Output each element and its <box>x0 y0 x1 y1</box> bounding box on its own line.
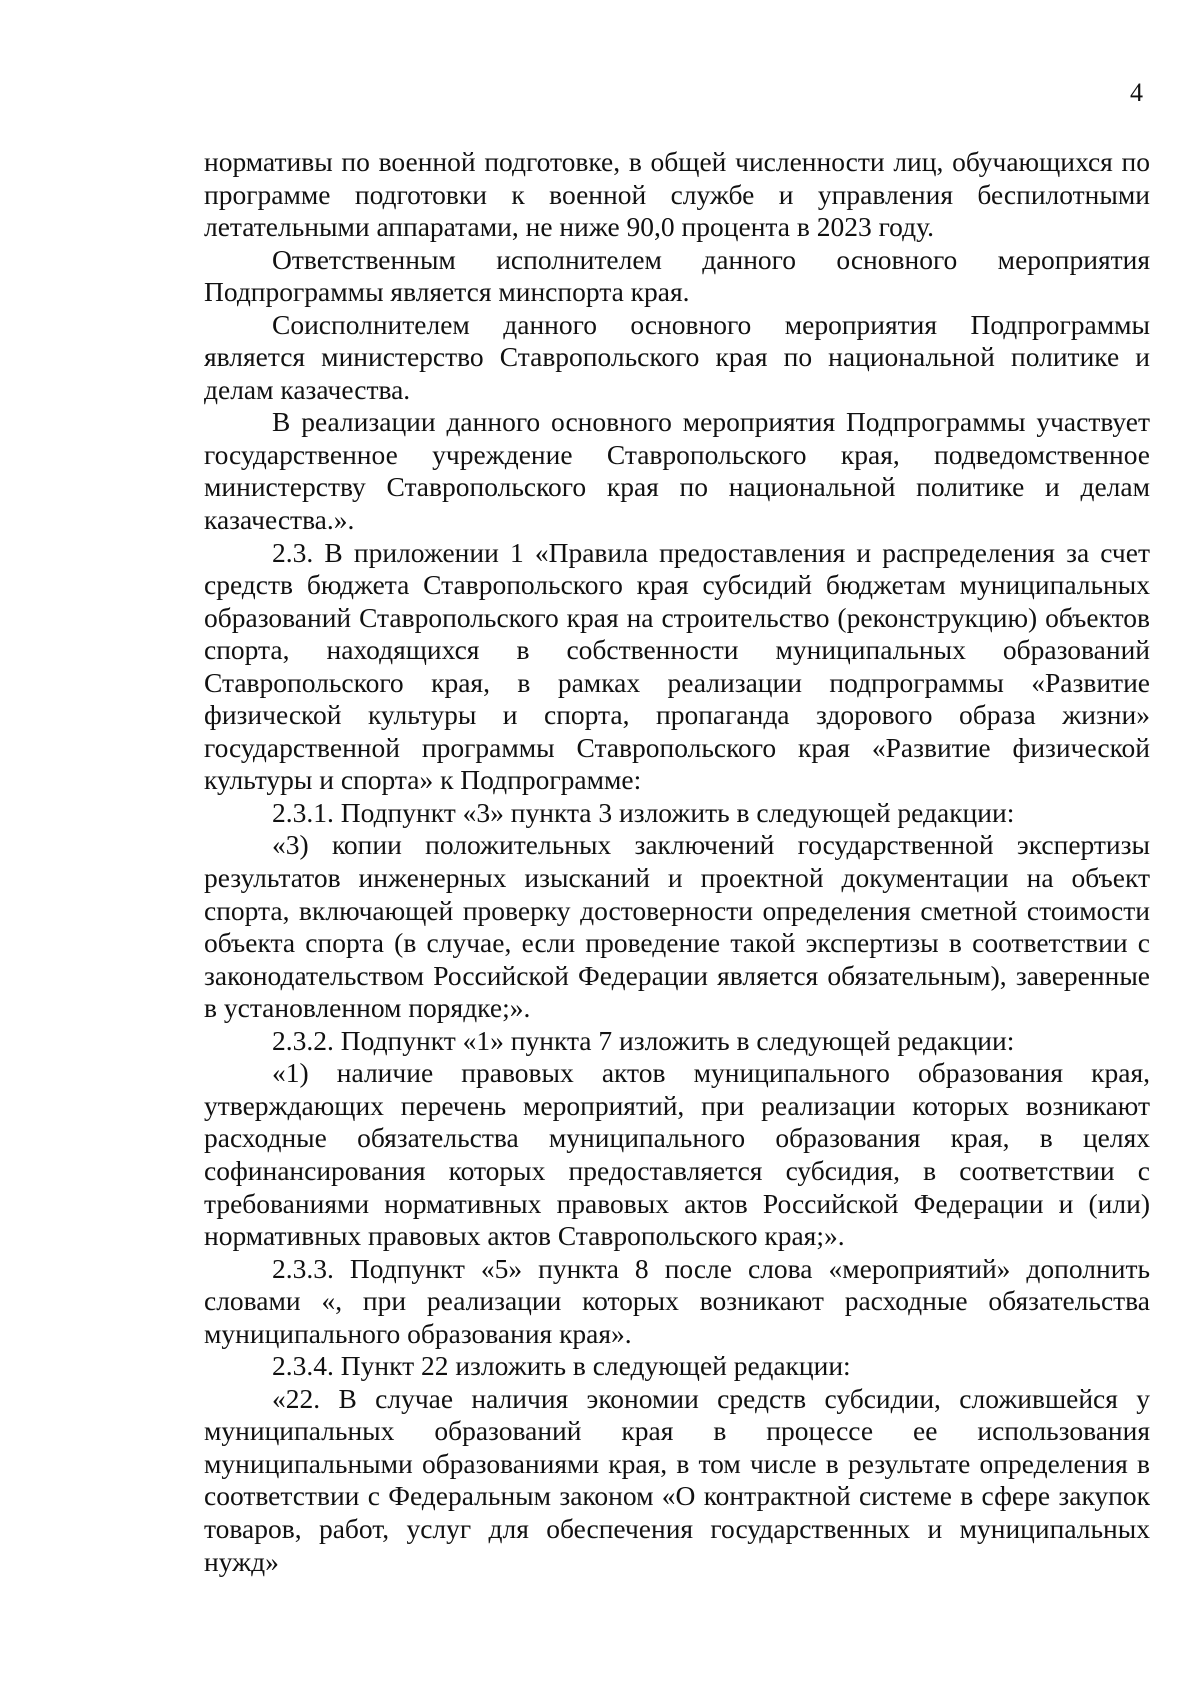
paragraph-co-executor: Соисполнителем данного основного мероприятия Подпрограммы является министерство Ставропольского края по национальной политике и делам казачества. <box>204 308 1150 405</box>
paragraph-subitem-3: «3) копии положительных заключений государственной экспертизы результатов инженерных изысканий и проектной документации на объект спорта, включающей проверку достоверности определения сметной стоимости объекта спорта (в случае, если проведение такой экспертизы в соответствии с законодательством Российской Федерации является обязательным), заверенные в установленном порядке;». <box>204 829 1150 1024</box>
paragraph-item-2-3-2: 2.3.2. Подпункт «1» пункта 7 изложить в следующей редакции: <box>272 1024 1015 1056</box>
page-number: 4 <box>1130 78 1143 107</box>
paragraph-responsible-executor: Ответственным исполнителем данного основного мероприятия Подпрограммы является минспорта края. <box>204 243 1150 308</box>
paragraph-item-22: «22. В случае наличия экономии средств субсидии, сложившейся у муниципальных образований края в процессе ее использования муниципальными образованиями края, в том числе в результате определения в соответствии с Федеральным законом «О контрактной системе в сфере закупок товаров, работ, услуг для обеспечения государственных и муниципальных нужд» <box>204 1382 1150 1577</box>
paragraph-item-2-3-1: 2.3.1. Подпункт «3» пункта 3 изложить в следующей редакции: <box>272 796 1015 828</box>
paragraph-subitem-1: «1) наличие правовых актов муниципального образования края, утверждающих перечень мероприятий, при реализации которых возникают расходные обязательства муниципального образования края, в целях софинансирования которых предоставляется субсидия, в соответствии с требованиями нормативных правовых актов Российской Федерации и (или) нормативных правовых актов Ставропольского края;». <box>204 1057 1150 1252</box>
paragraph-item-2-3-4: 2.3.4. Пункт 22 изложить в следующей редакции: <box>272 1350 851 1382</box>
paragraph-participant: В реализации данного основного мероприятия Подпрограммы участвует государственное учреждение Ставропольского края, подведомственное министерству Ставропольского края по национальной политике и делам казачества.». <box>204 406 1150 536</box>
paragraph-item-2-3-3: 2.3.3. Подпункт «5» пункта 8 после слова «мероприятий» дополнить словами «, при реализации которых возникают расходные обязательства муниципального образования края». <box>204 1252 1150 1349</box>
paragraph-item-2-3: 2.3. В приложении 1 «Правила предоставления и распределения за счет средств бюджета Ставропольского края субсидий бюджетам муниципальных образований Ставропольского края на строительство (реконструкцию) объектов спорта, находящихся в собственности муниципальных образований Ставропольского края, в рамках реализации подпрограммы «Развитие физической культуры и спорта, пропаганда здорового образа жизни» государственной программы Ставропольского края «Развитие физической культуры и спорта» к Подпрограмме: <box>204 536 1150 796</box>
document-body <box>204 146 1150 1578</box>
paragraph-continuation: нормативы по военной подготовке, в общей численности лиц, обучающихся по программе подготовки к военной службе и управления беспилотными летательными аппаратами, не ниже 90,0 процента в 2023 году. <box>204 146 1150 243</box>
